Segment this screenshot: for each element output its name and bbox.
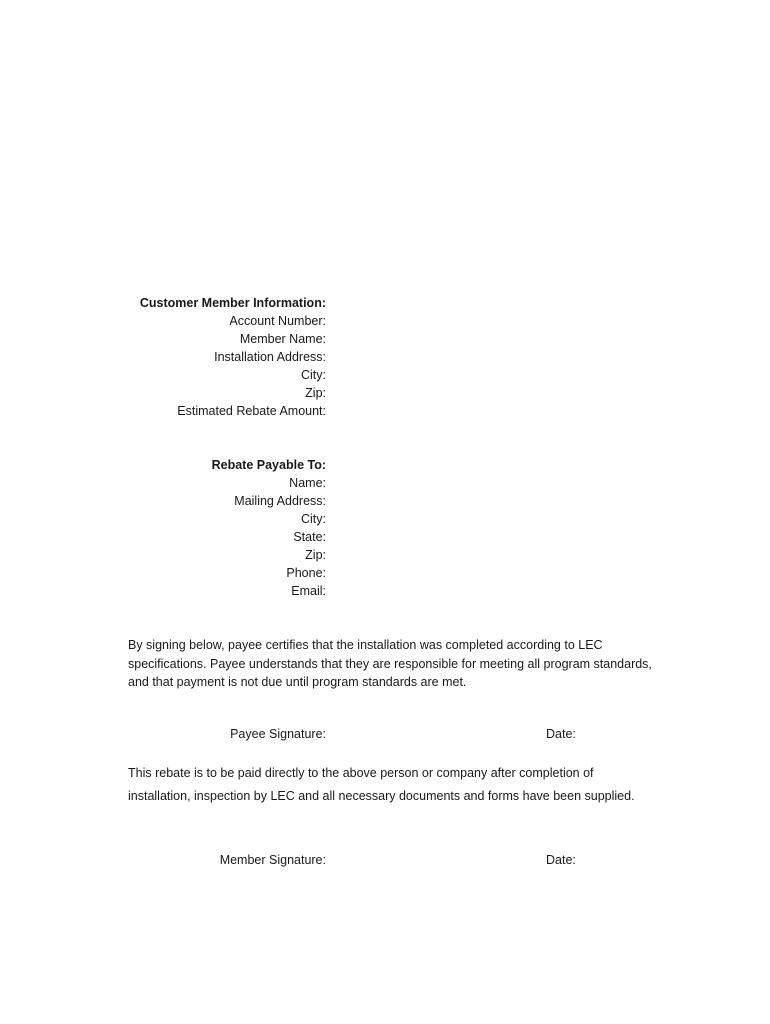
certification-paragraph — [128, 636, 652, 692]
installation-address-label: Installation Address: — [214, 350, 326, 364]
payee-state-label: State: — [293, 530, 326, 544]
customer-zip-label: Zip: — [305, 386, 326, 400]
payee-city-label: City: — [301, 512, 326, 526]
member-date-label: Date: — [546, 853, 576, 867]
account-number-label: Account Number: — [229, 314, 326, 328]
certification-line: and that payment is not due until program standards are met. — [128, 675, 467, 689]
rebate-payable-to-section — [212, 456, 326, 600]
mailing-address-label: Mailing Address: — [234, 494, 326, 508]
payee-phone-label: Phone: — [286, 566, 326, 580]
certification-line: specifications. Payee understands that they are responsible for meeting all program standards, — [128, 656, 652, 671]
member-name-label: Member Name: — [239, 332, 326, 346]
member-signature-label: Member Signature: — [219, 853, 326, 867]
customer-member-information-heading: Customer Member Information: — [139, 296, 326, 310]
payee-date-label: Date: — [546, 727, 576, 741]
payment-note-line: This rebate is to be paid directly to the above person or company after completion of — [128, 766, 594, 780]
customer-member-information-section — [140, 294, 326, 420]
payment-note-line: installation, inspection by LEC and all necessary documents and forms have been supplied. — [128, 789, 635, 803]
payee-signature-label: Payee Signature: — [230, 727, 326, 741]
payee-name-label: Name: — [289, 476, 326, 490]
payee-email-label: Email: — [291, 584, 326, 598]
rebate-payable-to-heading: Rebate Payable To: — [211, 458, 326, 472]
payee-zip-label: Zip: — [305, 548, 326, 562]
customer-city-label: City: — [301, 368, 326, 382]
certification-line: By signing below, payee certifies that the installation was completed according to LEC — [128, 638, 603, 652]
payment-note-paragraph — [128, 762, 648, 808]
estimated-rebate-amount-label: Estimated Rebate Amount: — [177, 404, 326, 418]
